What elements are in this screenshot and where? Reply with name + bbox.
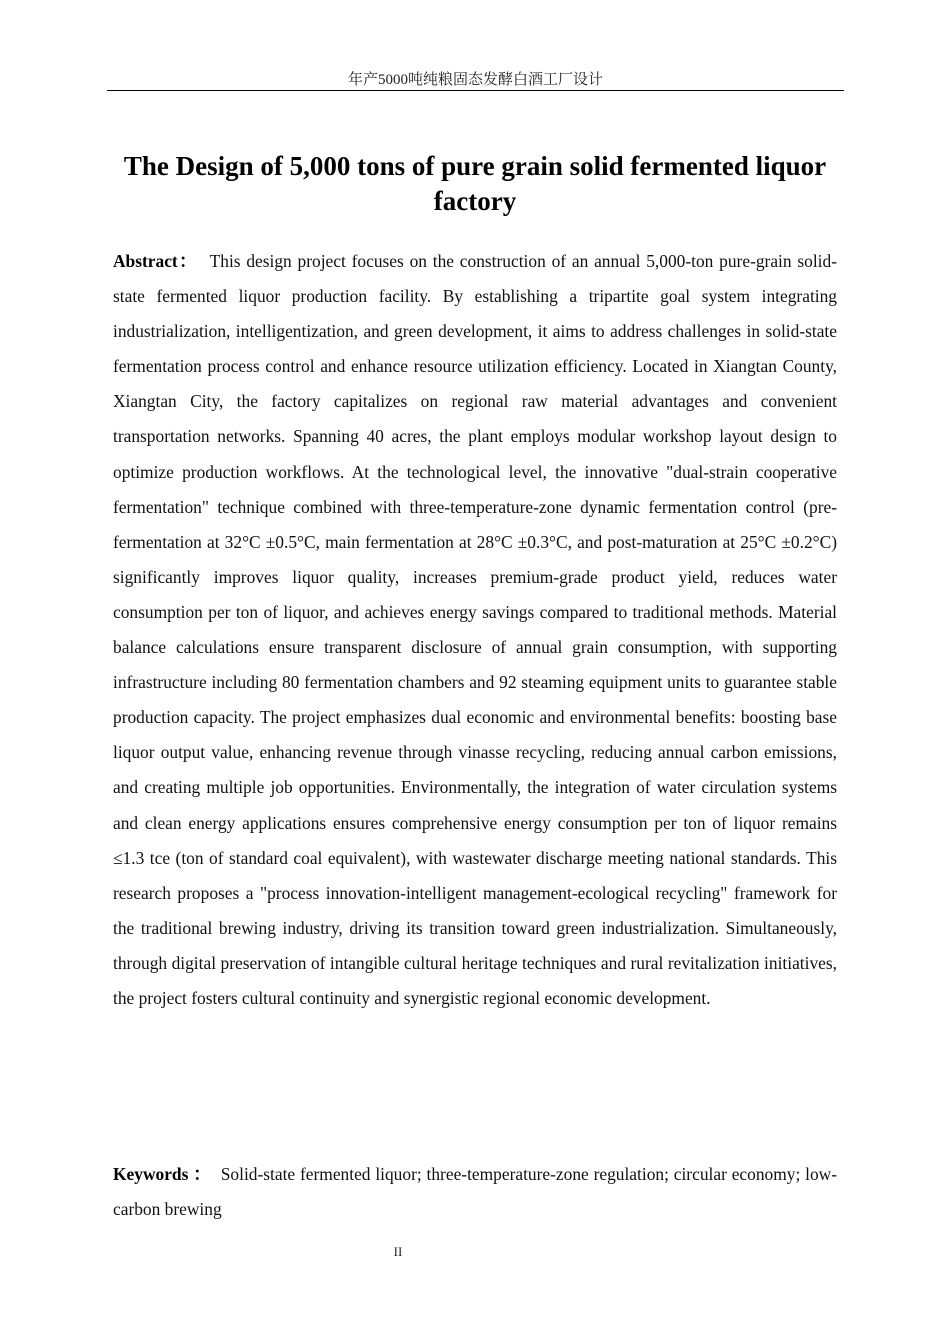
abstract-label: Abstract： — [113, 251, 199, 271]
keywords-label: Keywords ： — [113, 1164, 212, 1184]
document-title: The Design of 5,000 tons of pure grain solid fermented liquor factory — [123, 151, 827, 216]
header-rule — [107, 90, 844, 91]
keywords-paragraph — [113, 1157, 837, 1227]
running-header: 年产5000吨纯粮固态发酵白酒工厂设计 — [347, 72, 603, 88]
page-number: II — [393, 1244, 403, 1259]
keywords-text: Solid-state fermented liquor; three-temperature-zone regulation; circular economy; low-carbon brewing — [113, 1164, 837, 1220]
abstract-text: This design project focuses on the construction of an annual 5,000-ton pure-grain solid-state fermented liquor production facility. By establishing a tripartite goal system integrating industrialization, intelligentization, and green development, it aims to address challenges in solid-state fermentation process control and enhance resource utilization efficiency. Located in Xiangtan County, Xiangtan City, the factory capitalizes on regional raw material advantages and convenient transportation networks. Spanning 40 acres, the plant employs modular workshop layout design to optimize production workflows. At the technological level, the innovative "dual-strain cooperative fermentation" technique combined with three-temperature-zone dynamic fermentation control (pre-fermentation at 32°C ±0.5°C, main fermentation at 28°C ±0.3°C, and post-maturation at 25°C ±0.2°C) significantly improves liquor quality, increases premium-grade product yield, reduces water consumption per ton of liquor, and achieves energy savings compared to traditional methods. Material balance calculations ensure transparent disclosure of annual grain consumption, with supporting infrastructure including 80 fermentation chambers and 92 steaming equipment units to guarantee stable production capacity. The project emphasizes dual economic and environmental benefits: boosting base liquor output value, enhancing revenue through vinasse recycling, reducing annual carbon emissions, and creating multiple job opportunities. Environmentally, the integration of water circulation systems and clean energy applications ensures comprehensive energy consumption per ton of liquor remains ≤1.3 tce (ton of standard coal equivalent), with wastewater discharge meeting national standards. This research proposes a "process innovation-intelligent management-ecological recycling" framework for the traditional brewing industry, driving its transition toward green industrialization. Simultaneously, through digital preservation of intangible cultural heritage techniques and rural revitalization initiatives, the project fosters cultural continuity and synergistic regional economic development. — [113, 251, 837, 1008]
abstract-paragraph — [113, 244, 837, 1016]
